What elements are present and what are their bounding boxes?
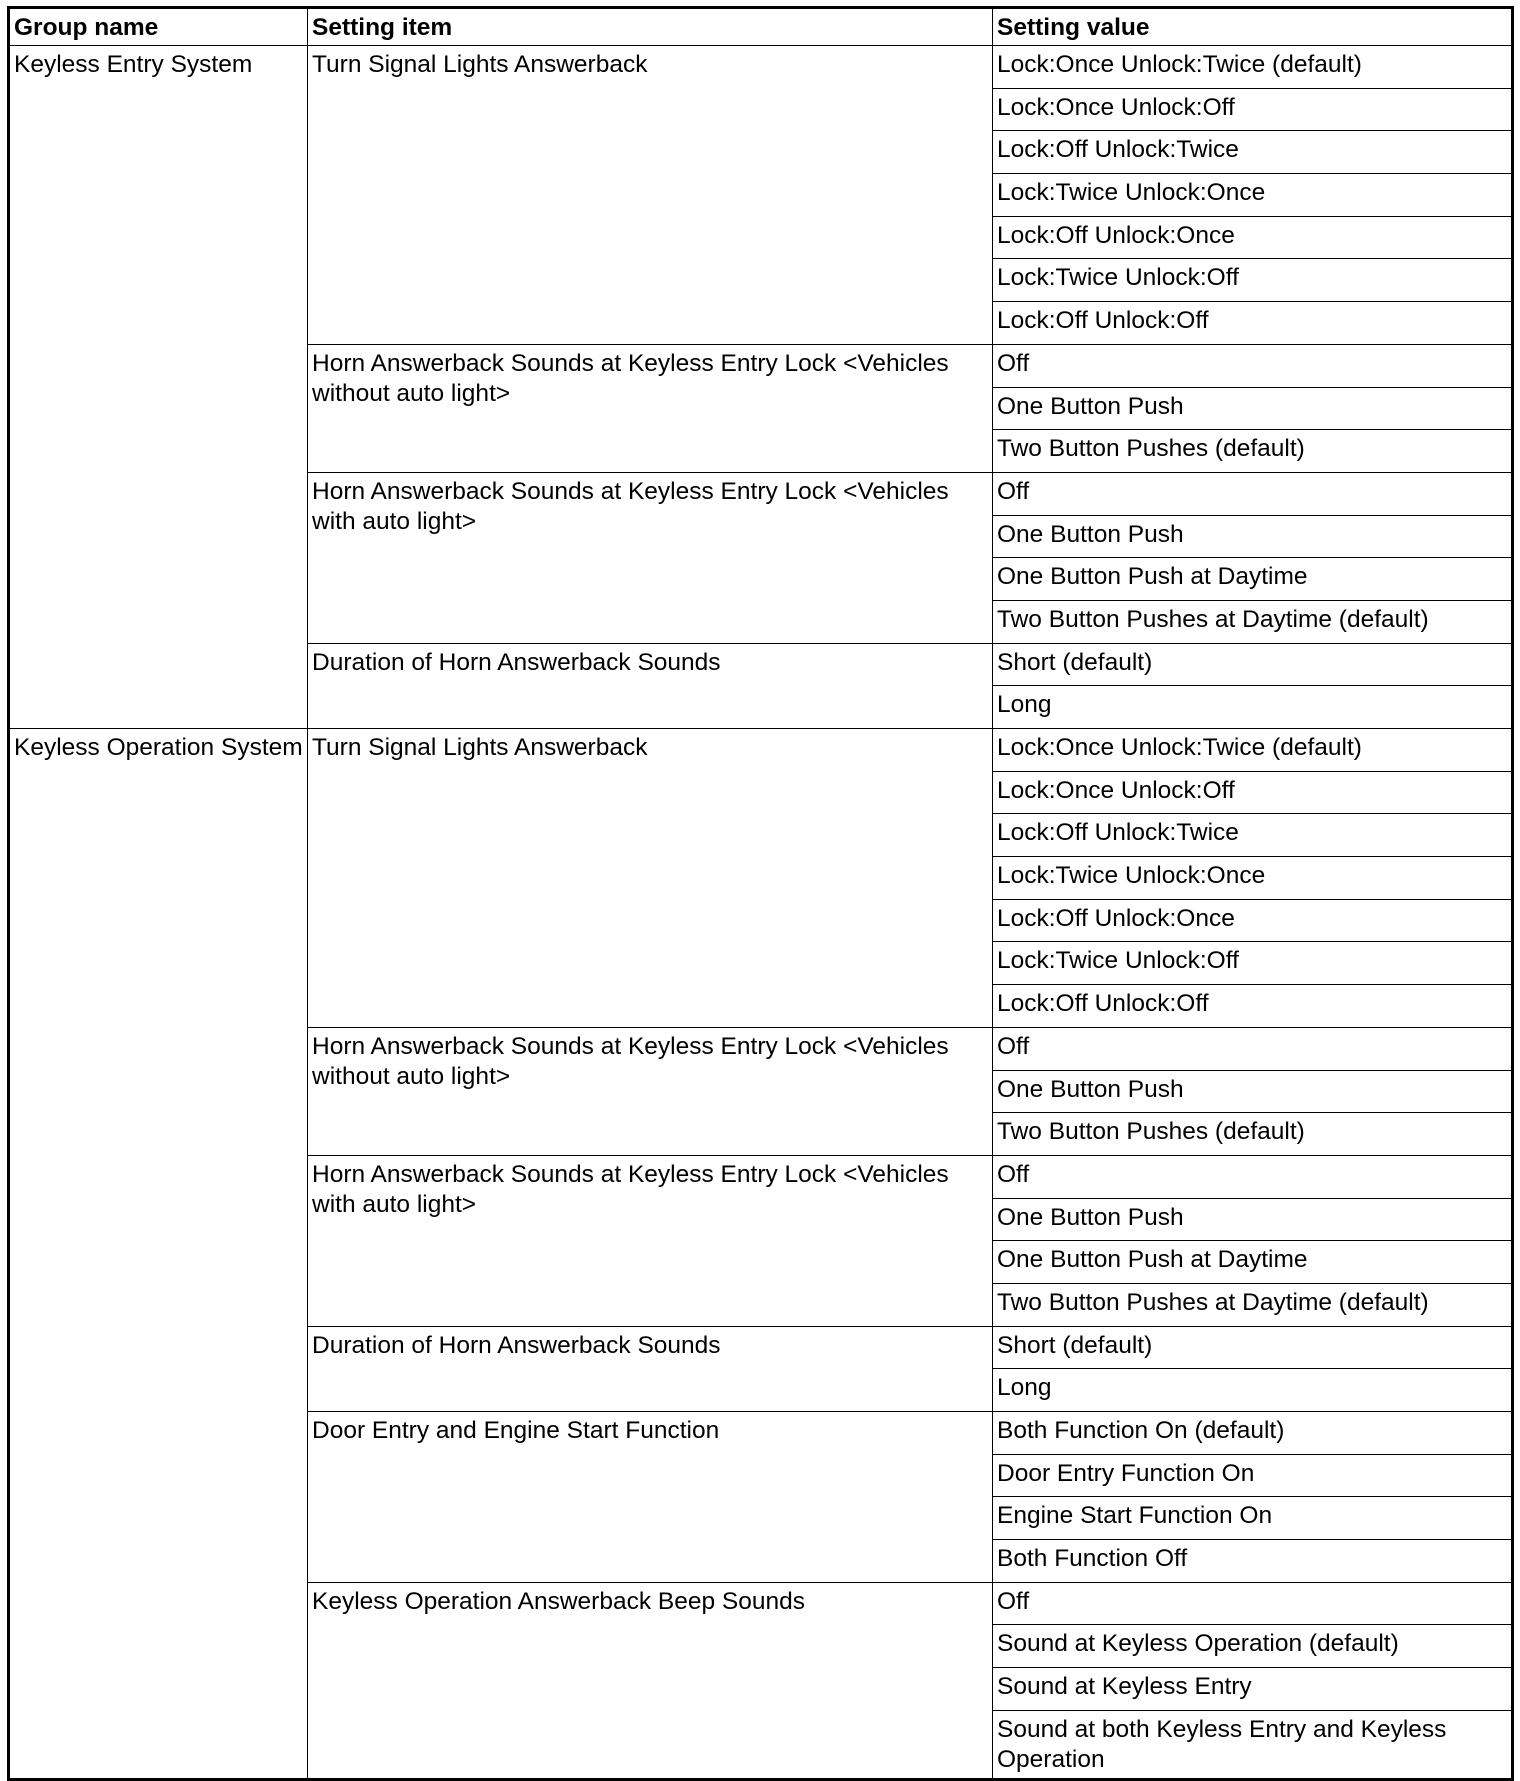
setting-item-cell: Horn Answerback Sounds at Keyless Entry Lock <Vehicles without auto light> bbox=[308, 1027, 993, 1155]
setting-value-cell: One Button Push bbox=[993, 387, 1513, 430]
setting-value-cell: One Button Push at Daytime bbox=[993, 558, 1513, 601]
setting-item-cell: Horn Answerback Sounds at Keyless Entry Lock <Vehicles without auto light> bbox=[308, 344, 993, 472]
setting-value-cell: Lock:Once Unlock:Twice (default) bbox=[993, 729, 1513, 772]
table-body bbox=[9, 46, 1513, 1780]
setting-item-cell: Door Entry and Engine Start Function bbox=[308, 1412, 993, 1583]
setting-value-cell: Lock:Off Unlock:Once bbox=[993, 899, 1513, 942]
setting-item-cell: Turn Signal Lights Answerback bbox=[308, 46, 993, 345]
header-setting-value: Setting value bbox=[993, 8, 1513, 46]
table-row bbox=[9, 729, 1513, 772]
settings-table bbox=[7, 6, 1514, 1781]
group-name-cell: Keyless Operation System bbox=[9, 729, 308, 1780]
setting-value-cell: Two Button Pushes at Daytime (default) bbox=[993, 1283, 1513, 1326]
setting-value-cell: Lock:Once Unlock:Twice (default) bbox=[993, 46, 1513, 89]
setting-value-cell: Lock:Off Unlock:Twice bbox=[993, 814, 1513, 857]
setting-value-cell: Short (default) bbox=[993, 643, 1513, 686]
setting-item-cell: Turn Signal Lights Answerback bbox=[308, 729, 993, 1028]
setting-value-cell: Lock:Off Unlock:Off bbox=[993, 985, 1513, 1028]
setting-value-cell: Lock:Once Unlock:Off bbox=[993, 88, 1513, 131]
setting-value-cell: Lock:Twice Unlock:Once bbox=[993, 174, 1513, 217]
setting-value-cell: Sound at Keyless Operation (default) bbox=[993, 1625, 1513, 1668]
setting-item-cell: Keyless Operation Answerback Beep Sounds bbox=[308, 1582, 993, 1779]
setting-value-cell: Lock:Twice Unlock:Once bbox=[993, 857, 1513, 900]
setting-value-cell: One Button Push at Daytime bbox=[993, 1241, 1513, 1284]
setting-value-cell: Sound at Keyless Entry bbox=[993, 1668, 1513, 1711]
setting-value-cell: Lock:Twice Unlock:Off bbox=[993, 259, 1513, 302]
setting-value-cell: Long bbox=[993, 686, 1513, 729]
setting-value-cell: Sound at both Keyless Entry and Keyless Operation bbox=[993, 1710, 1513, 1779]
setting-value-cell: Off bbox=[993, 344, 1513, 387]
table-row bbox=[9, 46, 1513, 89]
setting-item-cell: Horn Answerback Sounds at Keyless Entry Lock <Vehicles with auto light> bbox=[308, 1155, 993, 1326]
setting-value-cell: One Button Push bbox=[993, 515, 1513, 558]
setting-value-cell: Lock:Off Unlock:Once bbox=[993, 216, 1513, 259]
setting-value-cell: Both Function Off bbox=[993, 1540, 1513, 1583]
setting-value-cell: Two Button Pushes (default) bbox=[993, 1113, 1513, 1156]
setting-value-cell: Lock:Once Unlock:Off bbox=[993, 771, 1513, 814]
setting-value-cell: Off bbox=[993, 1582, 1513, 1625]
setting-value-cell: Off bbox=[993, 1155, 1513, 1198]
setting-value-cell: One Button Push bbox=[993, 1070, 1513, 1113]
setting-value-cell: Lock:Twice Unlock:Off bbox=[993, 942, 1513, 985]
header-row bbox=[9, 8, 1513, 46]
setting-value-cell: Lock:Off Unlock:Off bbox=[993, 302, 1513, 345]
setting-item-cell: Duration of Horn Answerback Sounds bbox=[308, 643, 993, 728]
setting-value-cell: Door Entry Function On bbox=[993, 1454, 1513, 1497]
setting-value-cell: Lock:Off Unlock:Twice bbox=[993, 131, 1513, 174]
setting-value-cell: Short (default) bbox=[993, 1326, 1513, 1369]
setting-value-cell: Engine Start Function On bbox=[993, 1497, 1513, 1540]
setting-item-cell: Horn Answerback Sounds at Keyless Entry Lock <Vehicles with auto light> bbox=[308, 472, 993, 643]
setting-value-cell: Both Function On (default) bbox=[993, 1412, 1513, 1455]
setting-value-cell: Off bbox=[993, 1027, 1513, 1070]
header-group-name: Group name bbox=[9, 8, 308, 46]
setting-value-cell: Off bbox=[993, 472, 1513, 515]
header-setting-item: Setting item bbox=[308, 8, 993, 46]
group-name-cell: Keyless Entry System bbox=[9, 46, 308, 729]
setting-value-cell: Two Button Pushes at Daytime (default) bbox=[993, 600, 1513, 643]
setting-value-cell: Two Button Pushes (default) bbox=[993, 430, 1513, 473]
setting-item-cell: Duration of Horn Answerback Sounds bbox=[308, 1326, 993, 1411]
setting-value-cell: One Button Push bbox=[993, 1198, 1513, 1241]
setting-value-cell: Long bbox=[993, 1369, 1513, 1412]
